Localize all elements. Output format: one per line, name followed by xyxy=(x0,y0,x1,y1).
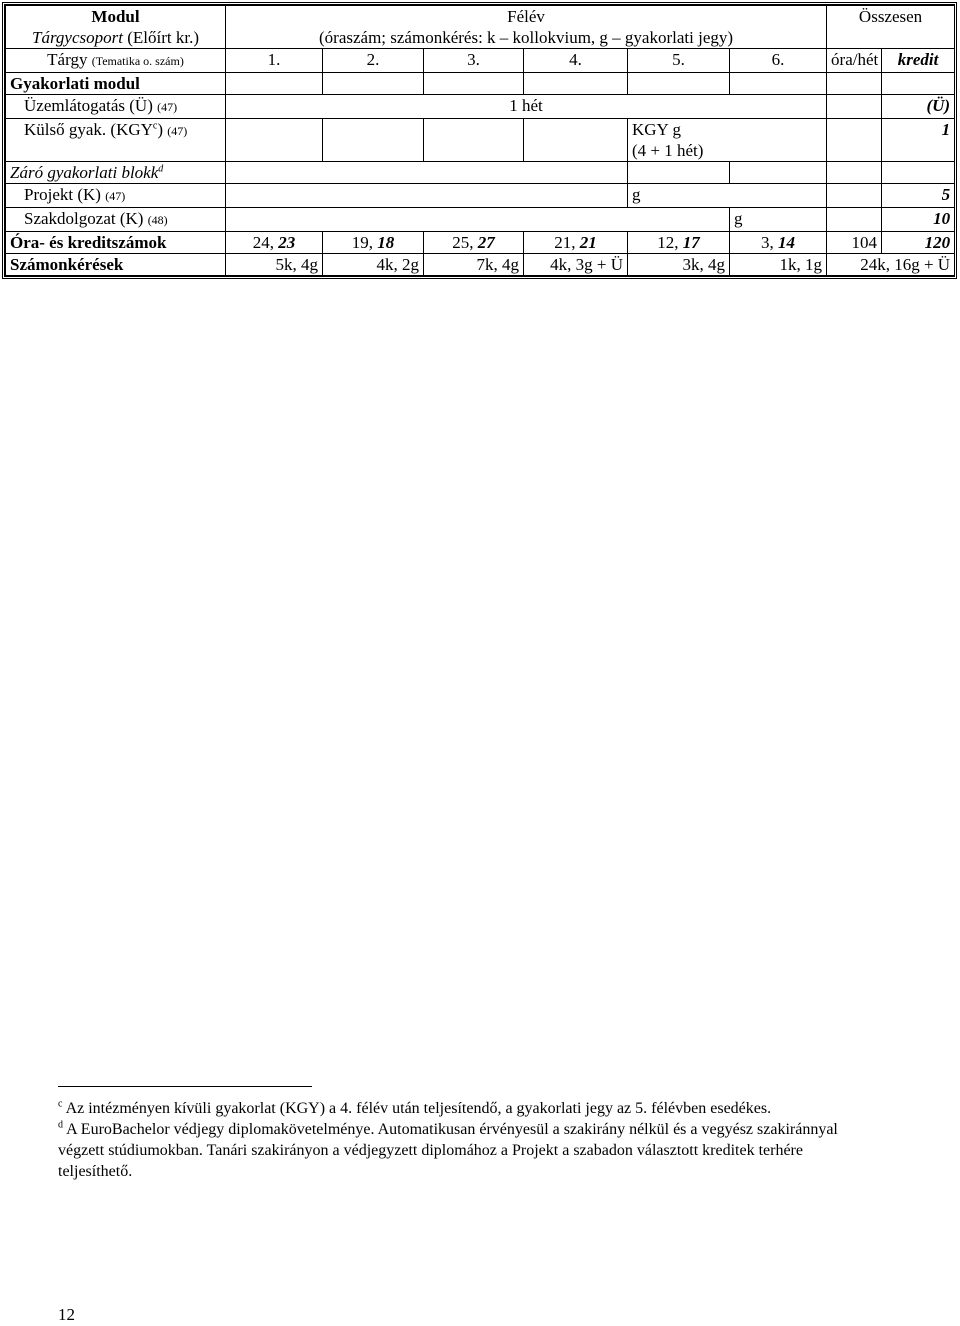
row-szakdolgozat xyxy=(6,208,955,232)
kulso-gyak-value: KGY g (4 + 1 hét) xyxy=(628,119,827,162)
footnote-rule xyxy=(58,1086,312,1087)
header-ora-het: óra/hét xyxy=(827,49,882,73)
projekt-label: Projekt (K) (47) xyxy=(6,184,226,208)
page-number: 12 xyxy=(58,1305,75,1324)
totals-label: Óra- és kreditszámok xyxy=(6,232,226,254)
kulso-gyak-kredit: 1 xyxy=(882,119,955,162)
header-row-1 xyxy=(6,6,955,49)
header-felev: Félév xyxy=(507,7,545,26)
exams-sem-4: 4k, 3g + Ü xyxy=(524,254,628,276)
totals-sem-3: 25, 27 xyxy=(424,232,524,254)
exams-label: Számonkérések xyxy=(6,254,226,276)
row-uzemlatogatas xyxy=(6,95,955,119)
header-targycsoport: Tárgycsoport (Előírt kr.) xyxy=(31,28,199,47)
header-row-2 xyxy=(6,49,955,73)
totals-kredit: 120 xyxy=(882,232,955,254)
szakdolgozat-label: Szakdolgozat (K) (48) xyxy=(6,208,226,232)
projekt-kredit: 5 xyxy=(882,184,955,208)
totals-sem-5: 12, 17 xyxy=(628,232,730,254)
semester-5: 5. xyxy=(628,49,730,73)
szakdolgozat-value: g xyxy=(730,208,827,232)
semester-1: 1. xyxy=(226,49,323,73)
exams-sem-3: 7k, 4g xyxy=(424,254,524,276)
totals-sem-2: 19, 18 xyxy=(323,232,424,254)
curriculum-table xyxy=(5,5,955,276)
exams-total: 24k, 16g + Ü xyxy=(827,254,955,276)
row-zaro-blokk xyxy=(6,162,955,184)
uzemlatogatas-label: Üzemlátogatás (Ü) (47) xyxy=(6,95,226,119)
header-modul-cell xyxy=(6,6,226,49)
semester-4: 4. xyxy=(524,49,628,73)
totals-sem-1: 24, 23 xyxy=(226,232,323,254)
uzemlatogatas-kredit: (Ü) xyxy=(882,95,955,119)
semester-2: 2. xyxy=(323,49,424,73)
kulso-gyak-label: Külső gyak. (KGY$^c$) (47) xyxy=(6,119,226,162)
curriculum-table-frame xyxy=(2,2,957,279)
projekt-value: g xyxy=(628,184,827,208)
row-exams xyxy=(6,254,955,276)
exams-sem-5: 3k, 4g xyxy=(628,254,730,276)
header-felev-cell xyxy=(226,6,827,49)
szakdolgozat-kredit: 10 xyxy=(882,208,955,232)
exams-sem-2: 4k, 2g xyxy=(323,254,424,276)
totals-sem-6: 3, 14 xyxy=(730,232,827,254)
totals-ora-het: 104 xyxy=(827,232,882,254)
row-gyak-modul xyxy=(6,73,955,95)
zaro-blokk-label: Záró gyakorlati blokk$^d$ xyxy=(6,162,226,184)
footnote-c: $^c$ Az intézményen kívüli gyakorlat (KGY) a 4. félév után teljesítendő, a gyakorlati jegy az 5. félévben esedékes. xyxy=(58,1098,772,1117)
exams-sem-1: 5k, 4g xyxy=(226,254,323,276)
gyak-modul-label: Gyakorlati modul xyxy=(6,73,226,95)
header-osszesen: Összesen xyxy=(827,6,955,49)
row-kulso-gyak xyxy=(6,119,955,162)
uzemlatogatas-value: 1 hét xyxy=(226,95,827,119)
totals-sem-4: 21, 21 xyxy=(524,232,628,254)
header-targy-cell: Tárgy (Tematika o. szám) xyxy=(6,49,226,73)
footnotes xyxy=(58,1098,858,1182)
row-projekt xyxy=(6,184,955,208)
header-modul: Modul xyxy=(91,7,140,26)
exams-sem-6: 1k, 1g xyxy=(730,254,827,276)
header-felev-sub: (óraszám; számonkérés: k – kollokvium, g – gyakorlati jegy) xyxy=(319,28,734,47)
footnote-d: $^d$ A EuroBachelor védjegy diplomakövetelménye. Automatikusan érvényesül a szakirány nélkül és a vegyész szakiránnyal végzett stúdiumokban. Tanári szakirányon a védjegyzett diplomához a Projekt a szabadon választott kreditek terhére teljesíthető. xyxy=(58,1119,838,1180)
header-kredit: kredit xyxy=(882,49,955,73)
semester-6: 6. xyxy=(730,49,827,73)
row-totals xyxy=(6,232,955,254)
semester-3: 3. xyxy=(424,49,524,73)
